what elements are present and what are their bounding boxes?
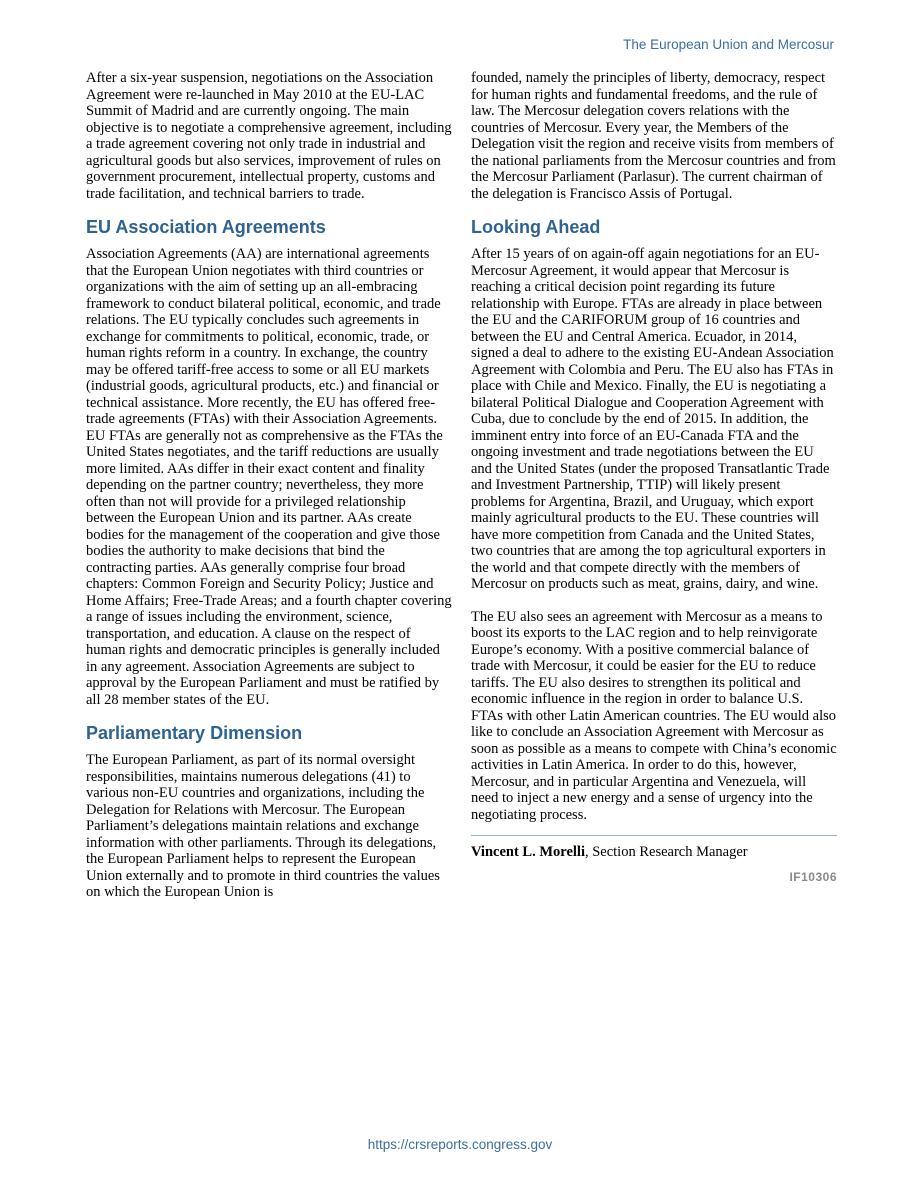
intro-paragraph: After a six-year suspension, negotiations on the Association Agreement were re-launched in May 2010 at the EU-LAC Summit of Madrid and are currently ongoing. The main objective is to negotiate a comprehensive agreement, including a trade agreement covering not only trade in industrial and agricultural goods but also services, improvement of rules on government procurement, intellectual property, customs and trade facilitation, and technical barriers to trade. — [86, 70, 452, 202]
author-name: Vincent L. Morelli — [471, 844, 585, 860]
heading-eu-association-agreements: EU Association Agreements — [86, 217, 326, 237]
looking-ahead-paragraph-2: The EU also sees an agreement with Mercosur as a means to boost its exports to the LAC region and to help reinvigorate Europe’s economy. With a positive commercial balance of trade with Mercosur, it could be easier for the EU to reduce tariffs. The EU also desires to strengthen its political and economic influence in the region in order to balance U.S. FTAs with other Latin American countries. The EU would also like to conclude an Association Agreement with Mercosur as soon as possible as a means to compete with China’s economic activities in Latin America. In order to do this, however, Mercosur, and in particular Argentina and Venezuela, will need to inject a new energy and a sense of urgency into the negotiating process. — [471, 608, 837, 823]
heading-looking-ahead: Looking Ahead — [471, 217, 601, 237]
report-id: IF10306 — [789, 869, 837, 884]
running-header: The European Union and Mercosur — [623, 37, 834, 52]
left-column — [86, 70, 452, 909]
parliamentary-paragraph-continued: founded, namely the principles of liberty, democracy, respect for human rights and fundamental freedoms, and the rule of law. The Mercosur delegation covers relations with the countries of Mercosur. Every year, the Members of the Delegation visit the region and receive visits from members of the national parliaments from the Mercosur countries and from the Mercosur Parliament (Parlasur). The current chairman of the delegation is Francisco Assis of Portugal. — [471, 70, 836, 202]
heading-parliamentary-dimension: Parliamentary Dimension — [86, 723, 303, 743]
looking-ahead-paragraph-1: After 15 years of on again-off again negotiations for an EU-Mercosur Agreement, it would appear that Mercosur is reaching a critical decision point regarding its future relationship with Europe. FTAs are already in place between the EU and the CARIFORUM group of 16 countries and between the EU and Central America. Ecuador, in 2014, signed a deal to adhere to the existing EU-Andean Association Agreement with Colombia and Peru. The EU also has FTAs in place with Chile and Mexico. Finally, the EU is negotiating a bilateral Political Dialogue and Cooperation Agreement with Cuba, due to conclude by the end of 2015. In addition, the imminent entry into force of an EU-Canada FTA and the ongoing investment and trade negotiations between the EU and the United States (under the proposed Transatlantic Trade and Investment Partnership, TTIP) will likely present problems for Argentina, Brazil, and Uruguay, which export mainly agricultural products to the EU. These countries will have more competition from Canada and the United States, two countries that are among the top agricultural exporters in the world and that compete directly with the members of Mercosur on products such as meat, grains, dairy, and wine. — [471, 246, 834, 592]
author-line — [471, 844, 837, 861]
right-column — [471, 70, 837, 885]
footer-url-link[interactable]: https://crsreports.congress.gov — [367, 1137, 553, 1152]
author-divider — [471, 835, 837, 836]
eu-aa-paragraph: Association Agreements (AA) are international agreements that the European Union negotiates with third countries or organizations with the aim of setting up an all-embracing framework to conduct bilateral political, economic, and trade relations. The EU typically concludes such agreements in exchange for commitments to political, economic, trade, or human rights reform in a country. In exchange, the country may be offered tariff-free access to some or all EU markets (industrial goods, agricultural products, etc.) and financial or technical assistance. More recently, the EU has offered free-trade agreements (FTAs) with their Association Agreements. EU FTAs are generally not as comprehensive as the FTAs the United States negotiates, and the tariff reductions are usually more limited. AAs differ in their exact content and finality depending on the partner country; nevertheless, they more often than not will provide for a privileged relationship between the European Union and its partner. AAs create bodies for the management of the cooperation and give those bodies the authority to make decisions that bind the contracting parties. AAs generally comprise four broad chapters: Common Foreign and Security Policy; Justice and Home Affairs; Free-Trade Areas; and a fourth chapter covering a range of issues including the environment, science, transportation, and education. A clause on the respect of human rights and democratic principles is generally included in any agreement. Association Agreements are subject to approval by the European Parliament and must be ratified by all 28 member states of the EU. — [86, 246, 452, 708]
author-title: , Section Research Manager — [584, 844, 748, 860]
parliamentary-paragraph: The European Parliament, as part of its normal oversight responsibilities, maintains numerous delegations (41) to various non-EU countries and organizations, including the Delegation for Relations with Mercosur. The European Parliament’s delegations maintain relations and exchange information with other parliaments. Through its delegations, the European Parliament helps to represent the European Union externally and to promote in third countries the values on which the European Union is — [86, 752, 440, 900]
